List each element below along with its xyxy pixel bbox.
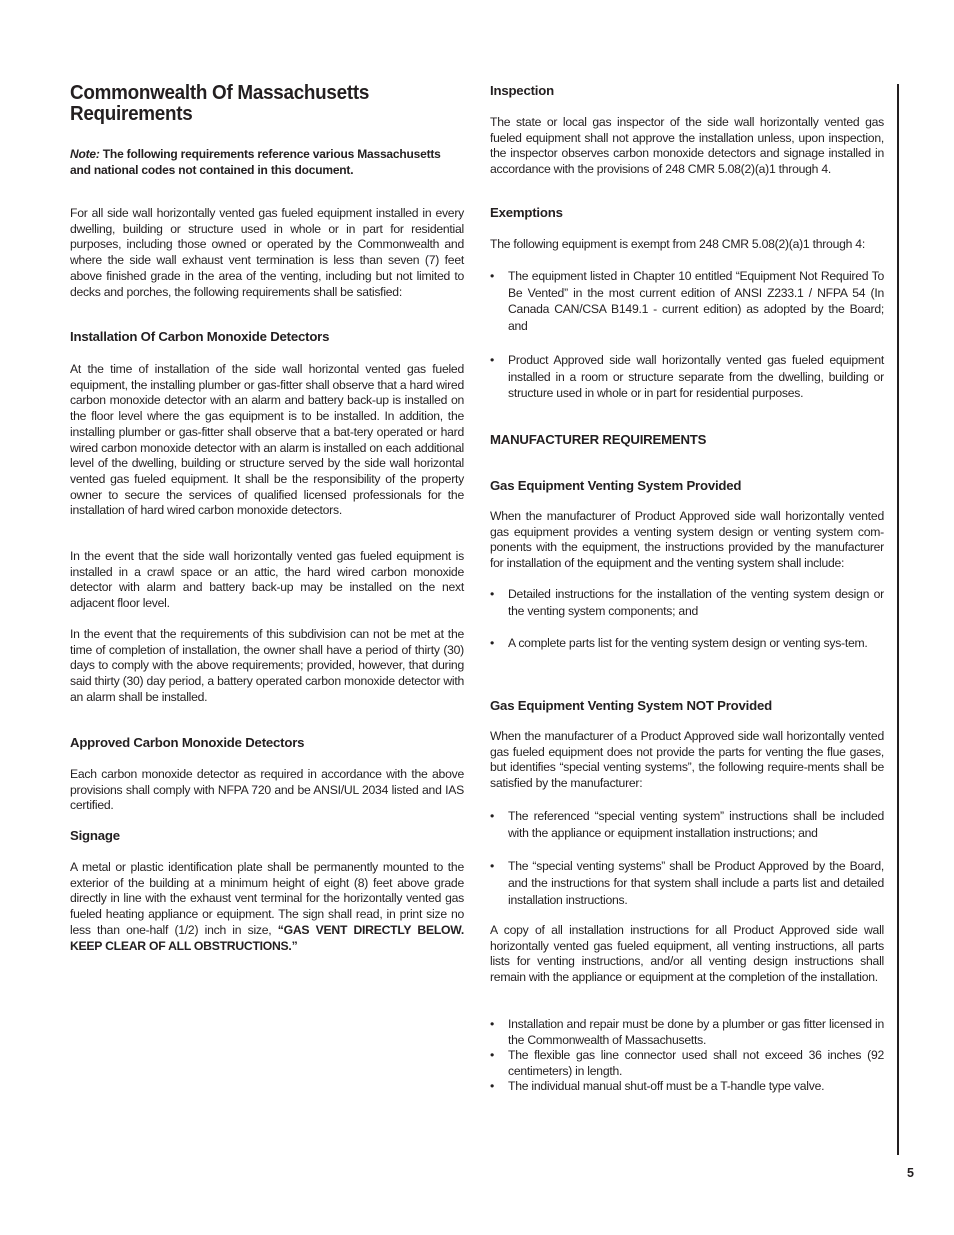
signage-paragraph: [70, 860, 464, 954]
inspection-heading: Inspection: [490, 83, 554, 98]
co-install-paragraph-2: In the event that the side wall horizontally vented gas fueled equipment is installed in a crawl space or an attic, the hard wired carbon monoxide detector with alarm and battery back-up may be installed on the next adjacent floor level.: [70, 549, 464, 611]
signage-warning-text: “GAS VENT DIRECTLY BELOW. KEEP CLEAR OF ALL OBSTRUCTIONS.”: [70, 922, 464, 953]
copy-instructions-paragraph: A copy of all installation instructions for all Product Approved side wall horizontally vented gas fueled equipment, all venting instructions, all parts lists for venting instructions, and/or all venting design instructions shall remain with the appliance or equipment at the completion of the installation.: [490, 923, 884, 985]
final-requirements-list: [490, 1017, 884, 1095]
list-item: • Installation and repair must be done by a plumber or gas fitter licensed in the Commonwealth of Massachusetts.: [490, 1017, 884, 1048]
list-item: • Product Approved side wall horizontally vented gas fueled equipment installed in a room or structure separate from the dwelling, building or structure used in whole or in part for residential purposes.: [490, 352, 884, 402]
exemptions-paragraph: The following equipment is exempt from 248 CMR 5.08(2)(a)1 through 4:: [490, 237, 865, 251]
list-item: • The “special venting systems” shall be Product Approved by the Board, and the instructions for that system shall include a parts list and detailed installation instructions.: [490, 858, 884, 908]
venting-not-provided-list: [490, 808, 884, 909]
venting-not-provided-heading: Gas Equipment Venting System NOT Provided: [490, 698, 772, 713]
exemptions-heading: Exemptions: [490, 205, 563, 220]
list-item: • The referenced “special venting system” instructions shall be included with the appliance or equipment installation instructions; and: [490, 808, 884, 841]
list-item: • Detailed instructions for the installation of the venting system design or the venting system components; and: [490, 586, 884, 619]
note-text: The following requirements reference various Massachusetts and national codes not contained in this document.: [70, 147, 441, 177]
list-item: • The individual manual shut-off must be a T-handle type valve.: [490, 1079, 884, 1095]
signage-heading: Signage: [70, 828, 120, 843]
exemptions-list: [490, 268, 884, 402]
title-line-2: Requirements: [70, 102, 193, 125]
co-install-paragraph-3: In the event that the requirements of this subdivision can not be met at the time of completion of installation, the owner shall have a period of thirty (30) days to comply with the above requirements; provided, however, that during said thirty (30) day period, a battery operated carbon monoxide detector with an alarm shall be installed.: [70, 627, 464, 704]
manufacturer-requirements-heading: MANUFACTURER REQUIREMENTS: [490, 432, 707, 447]
margin-rule: [897, 84, 899, 1155]
co-install-heading: Installation Of Carbon Monoxide Detectors: [70, 329, 330, 344]
intro-paragraph: For all side wall horizontally vented gas fueled equipment installed in every dwelling, building or structure used in whole or in part for residential purposes, including those owned or operated by the Commonwealth and where the side wall exhaust vent termination is less than seven (7) feet above finished grade in the area of the venting, including but not limited to decks and porches, the following requirements shall be satisfied:: [70, 206, 464, 299]
list-item: • The flexible gas line connector used shall not exceed 36 inches (92 centimeters) in length.: [490, 1048, 884, 1079]
list-item: • The equipment listed in Chapter 10 entitled “Equipment Not Required To Be Vented” in the most current edition of ANSI Z233.1 / NFPA 54 (In Canada CAN/CSA B149.1 - current edition) as adopted by the Board; and: [490, 268, 884, 335]
approved-detectors-paragraph: Each carbon monoxide detector as required in accordance with the above provisions shall comply with NFPA 720 and be ANSI/UL 2034 listed and IAS certified.: [70, 767, 464, 813]
approved-detectors-heading: Approved Carbon Monoxide Detectors: [70, 735, 305, 750]
list-item: • A complete parts list for the venting system design or venting sys-tem.: [490, 635, 884, 652]
title-line-1: Commonwealth Of Massachusetts: [70, 81, 370, 104]
note-label: Note:: [70, 147, 100, 161]
venting-provided-paragraph: When the manufacturer of Product Approved side wall horizontally vented gas equipment provides a venting system design or venting system com-ponents with the equipment, the instructions provided by the manufacturer for installation of the equipment and the venting system shall include:: [490, 509, 884, 571]
venting-not-provided-paragraph: When the manufacturer of a Product Approved side wall horizontally vented gas fueled equipment does not provide the parts for venting the flue gases, but identifies “special venting systems”, the following require-ments shall be satisfied by the manufacturer:: [490, 729, 884, 791]
page-title: [70, 82, 466, 124]
signage-text: A metal or plastic identification plate shall be permanently mounted to the exterior of the building at a minimum height of eight (8) feet above grade directly in line with the exhaust vent terminal for the horizontally vented gas fueled heating appliance or equipment. The sign shall read, in print size no less than one-half (1/2) inch in size,: [70, 860, 464, 937]
venting-provided-heading: Gas Equipment Venting System Provided: [490, 478, 742, 493]
inspection-paragraph: The state or local gas inspector of the side wall horizontally vented gas fueled equipment shall not approve the installation unless, upon inspection, the inspector observes carbon monoxide detectors and signage installed in accordance with the provisions of 248 CMR 5.08(2)(a)1 through 4.: [490, 115, 884, 177]
venting-provided-list: [490, 586, 884, 652]
page-number: 5: [907, 1166, 914, 1180]
co-install-paragraph-1: At the time of installation of the side wall horizontal vented gas fueled equipment, the installing plumber or gas-fitter shall observe that a hard wired carbon monoxide detector with an alarm and battery back-up is installed on the floor level where the gas equipment is to be installed. In addition, the installing plumber or gas-fitter shall observe that a bat-tery operated or hard wired carbon monoxide detector with an alarm is installed on each additional level of the dwelling, building or structure served by the side wall horizontal vented gas fueled equipment. It shall be the responsibility of the property owner to secure the services of qualified licensed professionals for the installation of hard wired carbon monoxide detectors.: [70, 362, 464, 518]
note-paragraph: [70, 147, 464, 178]
